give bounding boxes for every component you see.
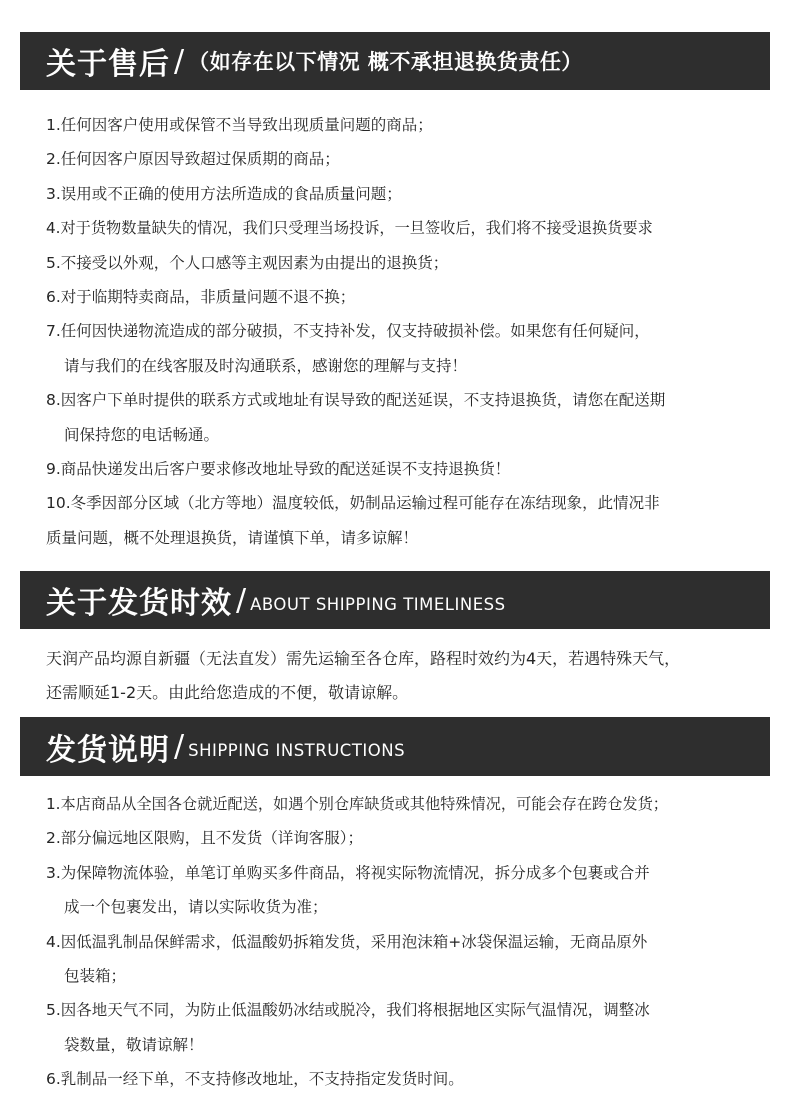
list-item: 2.部分偏远地区限购，且不发货（详询客服）； <box>46 829 364 848</box>
list-item: 10.冬季因部分区域（北方等地）温度较低，奶制品运输过程可能存在冻结现象，此情况非 <box>46 494 660 513</box>
after-sales-subtitle: （如存在以下情况 概不承担退换货责任） <box>188 50 583 74</box>
list-item: 1.任何因客户使用或保管不当导致出现质量问题的商品； <box>46 116 433 134</box>
list-item-continuation: 间保持您的电话畅通。 <box>64 425 220 444</box>
paragraph-line: 天润产品均源自新疆（无法直发）需先运输至各仓库，路程时效约为4天，若遇特殊天气， <box>46 649 681 668</box>
list-item: 6.乳制品一经下单，不支持修改地址，不支持指定发货时间。 <box>46 1070 464 1089</box>
list-item: 4.对于货物数量缺失的情况，我们只受理当场投诉，一旦签收后，我们将不接受退换货要求 <box>46 219 653 238</box>
instructions-list <box>46 787 771 1097</box>
list-item: 9.商品快递发出后客户要求修改地址导致的配送延误不支持退换货！ <box>46 459 511 478</box>
after-sales-list <box>46 108 771 555</box>
list-item-continuation: 袋数量，敬请谅解！ <box>64 1035 204 1054</box>
list-item: 4.因低温乳制品保鲜需求，低温酸奶拆箱发货，采用泡沫箱+冰袋保温运输，无商品原外 <box>46 932 648 951</box>
list-item: 8.因客户下单时提供的联系方式或地址有误导致的配送延误，不支持退换货，请您在配送期 <box>46 391 666 410</box>
timeliness-slash: / <box>236 582 247 618</box>
list-item: 1.本店商品从全国各仓就近配送，如遇个别仓库缺货或其他特殊情况，可能会存在跨仓发货； <box>46 795 668 813</box>
instructions-slash: / <box>174 729 185 764</box>
list-item: 3.为保障物流体验，单笔订单购买多件商品，将视实际物流情况，拆分成多个包裹或合并 <box>46 863 650 882</box>
timeliness-subtitle: ABOUT SHIPPING TIMELINESS <box>250 594 506 614</box>
list-item-continuation: 请与我们的在线客服及时沟通联系，感谢您的理解与支持！ <box>64 356 468 375</box>
instructions-subtitle: SHIPPING INSTRUCTIONS <box>188 741 406 760</box>
instructions-title: 发货说明 <box>46 732 170 768</box>
list-item: 2.任何因客户原因导致超过保质期的商品； <box>46 150 340 169</box>
after-sales-header <box>20 32 770 90</box>
list-item-continuation: 质量问题，概不处理退换货，请谨慎下单，请多谅解！ <box>46 528 419 547</box>
list-item: 6.对于临期特卖商品，非质量问题不退不换； <box>46 287 356 306</box>
list-item-continuation: 包装箱； <box>64 966 127 985</box>
list-item: 5.因各地天气不同，为防止低温酸奶冰结或脱冷，我们将根据地区实际气温情况，调整冰 <box>46 1001 650 1020</box>
after-sales-slash: / <box>174 43 185 79</box>
timeliness-title: 关于发货时效 <box>46 586 232 621</box>
list-item: 5.不接受以外观，个人口感等主观因素为由提出的退换货； <box>46 253 449 272</box>
after-sales-title: 关于售后 <box>46 47 170 82</box>
list-item-continuation: 成一个包裹发出，请以实际收货为准； <box>64 898 328 917</box>
list-item: 3.误用或不正确的使用方法所造成的食品质量问题； <box>46 184 402 203</box>
timeliness-header <box>20 571 770 629</box>
timeliness-text <box>46 642 771 711</box>
instructions-header <box>20 717 770 776</box>
paragraph-line: 还需顺延1-2天。由此给您造成的不便，敬请谅解。 <box>46 683 409 703</box>
list-item: 7.任何因快递物流造成的部分破损，不支持补发，仅支持破损补偿。如果您有任何疑问， <box>46 322 650 341</box>
